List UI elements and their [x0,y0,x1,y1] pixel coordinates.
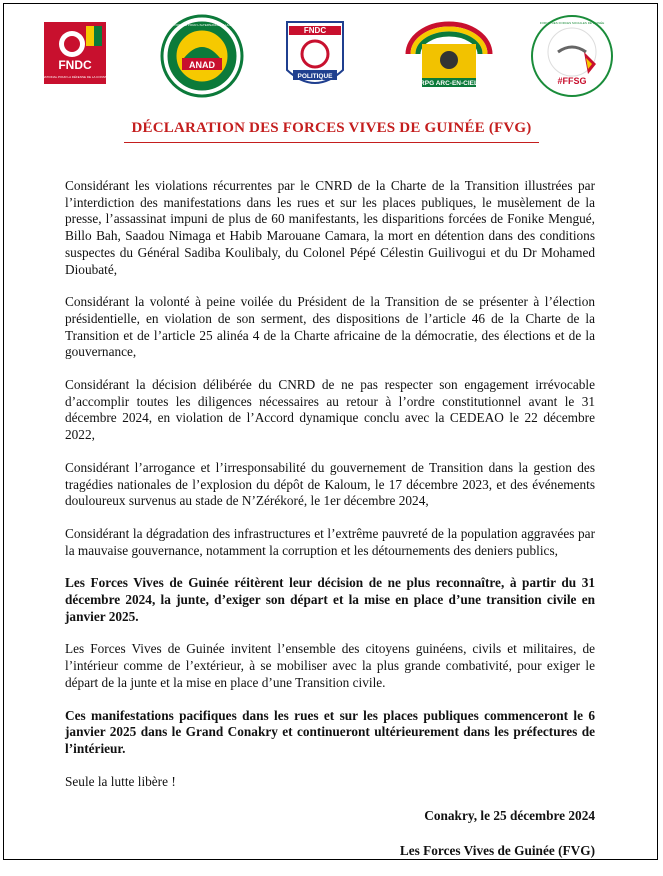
fndc-logo [31,22,119,89]
ffsg-logo-ring: FORUM DES FORCES SOCIALES DE GUINÉE [539,21,605,25]
anad-logo-ring: ALLIANCE NATIONALE POUR L'ALTERNANCE ET LA DÉMOCRATIE [154,23,250,27]
anad-logo [154,14,250,103]
ffsg-logo [530,14,614,103]
document-title: DÉCLARATION DES FORCES VIVES DE GUINÉE (FVG) [131,120,532,136]
paragraph-bold: Ces manifestations pacifiques dans les rues et sur les places publiques commenceront le 6 janvier 2025 dans le Grand Conakry et continueront ultérieurement dans les préfectures de l’intérieur. [65,707,595,756]
logo-strip [0,14,663,104]
paragraph: Considérant la volonté à peine voilée du Président de la Transition de se présenter à l’élection présidentielle, en violation de son serment, des dispositions de l’article 46 de la Charte de la Transition et de l’article 25 alinéa 4 de la Charte africaine de la démocratie, des élections et de la gouvernance, [65,294,595,360]
fndc-logo-subtext: FRONT NATIONAL POUR LA DÉFENSE DE LA CONSTITUTION [31,75,119,79]
paragraph-bold: Les Forces Vives de Guinée réitèrent leur décision de ne plus reconnaître, à partir du 31 décembre 2024, la junte, d’exiger son départ et la mise en place d’une transition civile en janvier 2025. [65,575,595,624]
paragraph: Considérant la dégradation des infrastructures et l’extrême pauvreté de la population aggravées par la mauvaise gouvernance, notamment la corruption et les détournements des deniers publics, [65,525,595,558]
ffsg-logo-text: #FFSG [557,76,587,86]
signature: Les Forces Vives de Guinée (FVG) [399,843,595,859]
paragraph: Les Forces Vives de Guinée invitent l’ensemble des citoyens guinéens, civils et militaires, de l’intérieur comme de l’extérieur, à se mobiliser avec la plus grande combativité, pour exiger le départ de la junte et la mise en place d’une Transition civile. [65,641,595,690]
date-line: Conakry, le 25 décembre 2024 [424,808,595,824]
anad-logo-text: ANAD [189,60,215,70]
paragraph: Considérant l’arrogance et l’irresponsabilité du gouvernement de Transition dans la gestion des tragédies nationales de l’explosion du dépôt de Kaloum, le 17 décembre 2023, et des événements douloureux survenus au stade de N’Zérékoré, le 1er décembre 2024, [65,459,595,509]
rpg-arc-en-ciel-logo [402,14,496,103]
paragraph: Considérant la décision délibérée du CNRD de ne pas respecter son engagement irrévocable d’accomplir toutes les diligences nécessaires au retour à l’ordre constitutionnel avant le 31 décembre 2024, en violation de l’Accord dynamique conclu avec la CEDEAO le 22 décembre 2022, [65,377,595,443]
fndc-politique-logo-subtext: POLITIQUE [297,73,333,80]
rpg-logo-text: RPG ARC-EN-CIEL [420,80,478,87]
fndc-logo-text: FNDC [58,58,92,72]
title-underline [124,142,539,143]
declaration-body [65,178,595,876]
fndc-politique-logo [283,18,347,103]
fndc-politique-logo-text: FNDC [303,26,327,35]
slogan: Seule la lutte libère ! [65,773,176,789]
paragraph: Considérant les violations récurrentes par le CNRD de la Charte de la Transition illustrées par l’interdiction des manifestations dans les rues et sur les places publiques, le musèlement de la presse, l’assassinat impuni de plus de 60 manifestants, les disparitions forcées de Fonike Mengué, Billo Bah, Saadou Nimaga et Habib Marouane Camara, la mort en détention dans des conditions suspectes du Général Sadiba Koulibaly, du Colonel Pépé Célestin Guilivogui et du Dr Mohamed Dioubaté, [65,178,595,277]
